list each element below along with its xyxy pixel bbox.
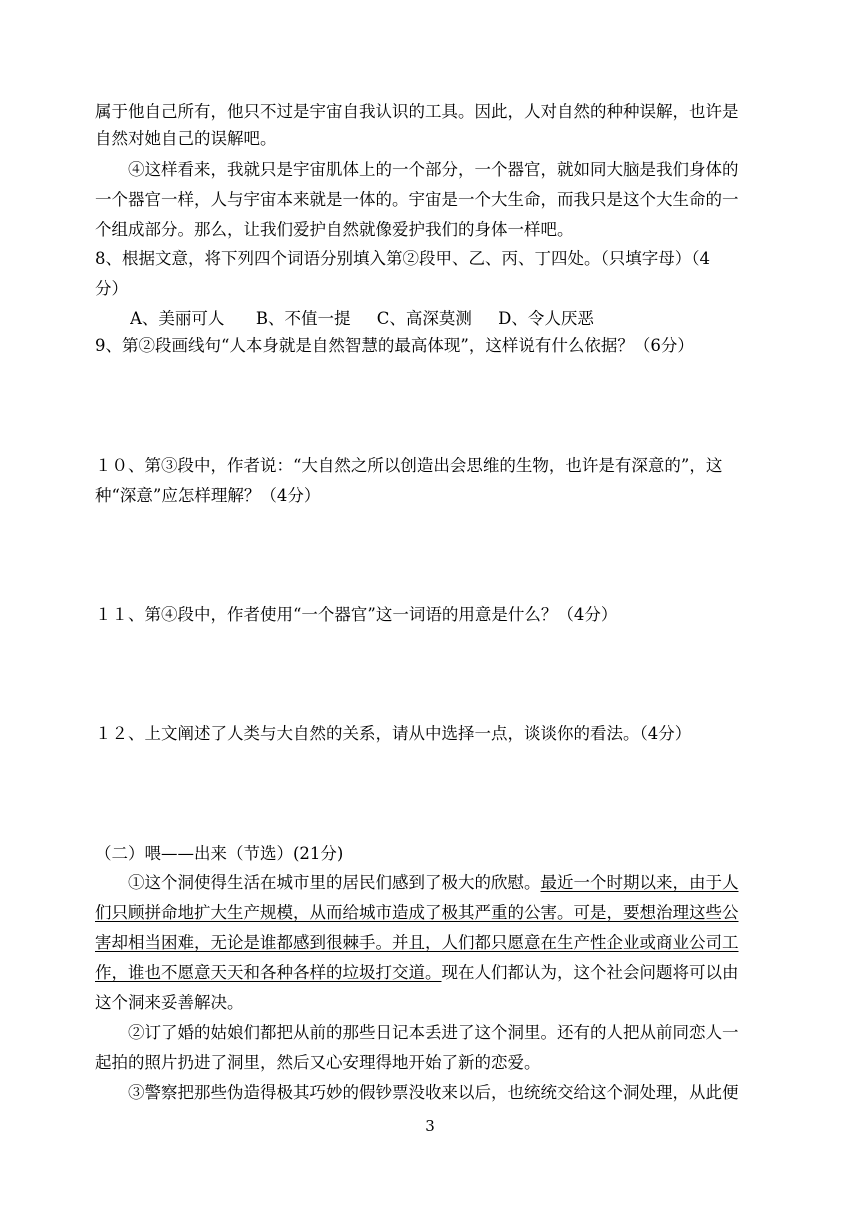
question-8-options: A、美丽可人 B、不值一提 C、高深莫测 D、令人厌恶 xyxy=(130,309,594,328)
paragraph-line: 这个洞来妥善解决。 xyxy=(95,993,244,1012)
underlined-sentence: 害却相当困难，无论是谁都感到很棘手。并且，人们都只愿意在生产性企业或商业公司工 xyxy=(95,933,739,952)
underlined-sentence: 们只顾拼命地扩大生产规模，从而给城市造成了极其严重的公害。可是，要想治理这些公 xyxy=(95,903,739,922)
paragraph-line: 属于他自己所有，他只不过是宇宙自我认识的工具。因此，人对自然的种种误解，也许是 xyxy=(95,102,739,121)
paragraph-line: ③警察把那些伪造得极其巧妙的假钞票没收来以后，也统统交给这个洞处理，从此便 xyxy=(128,1083,739,1102)
paragraph-line xyxy=(128,871,775,895)
underlined-sentence: 作，谁也不愿意天天和各种各样的垃圾打交道。 xyxy=(95,963,442,982)
paragraph-line: 自然对她自己的误解吧。 xyxy=(95,129,277,148)
paragraph-line xyxy=(95,961,775,985)
plain-text: ①这个洞使得生活在城市里的居民们感到了极大的欣慰。 xyxy=(128,873,541,892)
paragraph-line: ④这样看来，我就只是宇宙肌体上的一个部分，一个器官，就如同大脑是我们身体的 xyxy=(128,160,739,179)
paragraph-line: 个组成部分。那么，让我们爱护自然就像爱护我们的身体一样吧。 xyxy=(95,220,574,239)
question-9: 9、第②段画线句“人本身就是自然智慧的最高体现”，这样说有什么依据？（6分） xyxy=(95,336,694,355)
question-8-line: 分） xyxy=(95,279,128,298)
paragraph-line: 起拍的照片扔进了洞里，然后又心安理得地开始了新的恋爱。 xyxy=(95,1053,541,1072)
question-8-line: 8、根据文意，将下列四个词语分别填入第②段甲、乙、丙、丁四处。（只填字母）（4 xyxy=(95,249,710,268)
paragraph-line: 一个器官一样，人与宇宙本来就是一体的。宇宙是一个大生命，而我只是这个大生命的一 xyxy=(95,190,739,209)
question-10-line: １０、第③段中，作者说：“大自然之所以创造出会思维的生物，也许是有深意的”，这 xyxy=(95,456,723,475)
question-10-line: 种“深意”应怎样理解？（4分） xyxy=(95,486,321,505)
page-number: 3 xyxy=(425,1117,435,1135)
plain-text: 现在人们都认为，这个社会问题将可以由 xyxy=(441,963,739,982)
question-11: １１、第④段中，作者使用“一个器官”这一词语的用意是什么？（4分） xyxy=(95,605,618,624)
underlined-sentence: 最近一个时期以来，由于人 xyxy=(540,873,739,892)
section-heading: （二）喂——出来（节选）(21分) xyxy=(95,844,344,863)
question-12: １２、上文阐述了人类与大自然的关系，请从中选择一点，谈谈你的看法。（4分） xyxy=(95,724,692,743)
paragraph-line: ②订了婚的姑娘们都把从前的那些日记本丢进了这个洞里。还有的人把从前同恋人一 xyxy=(128,1023,739,1042)
